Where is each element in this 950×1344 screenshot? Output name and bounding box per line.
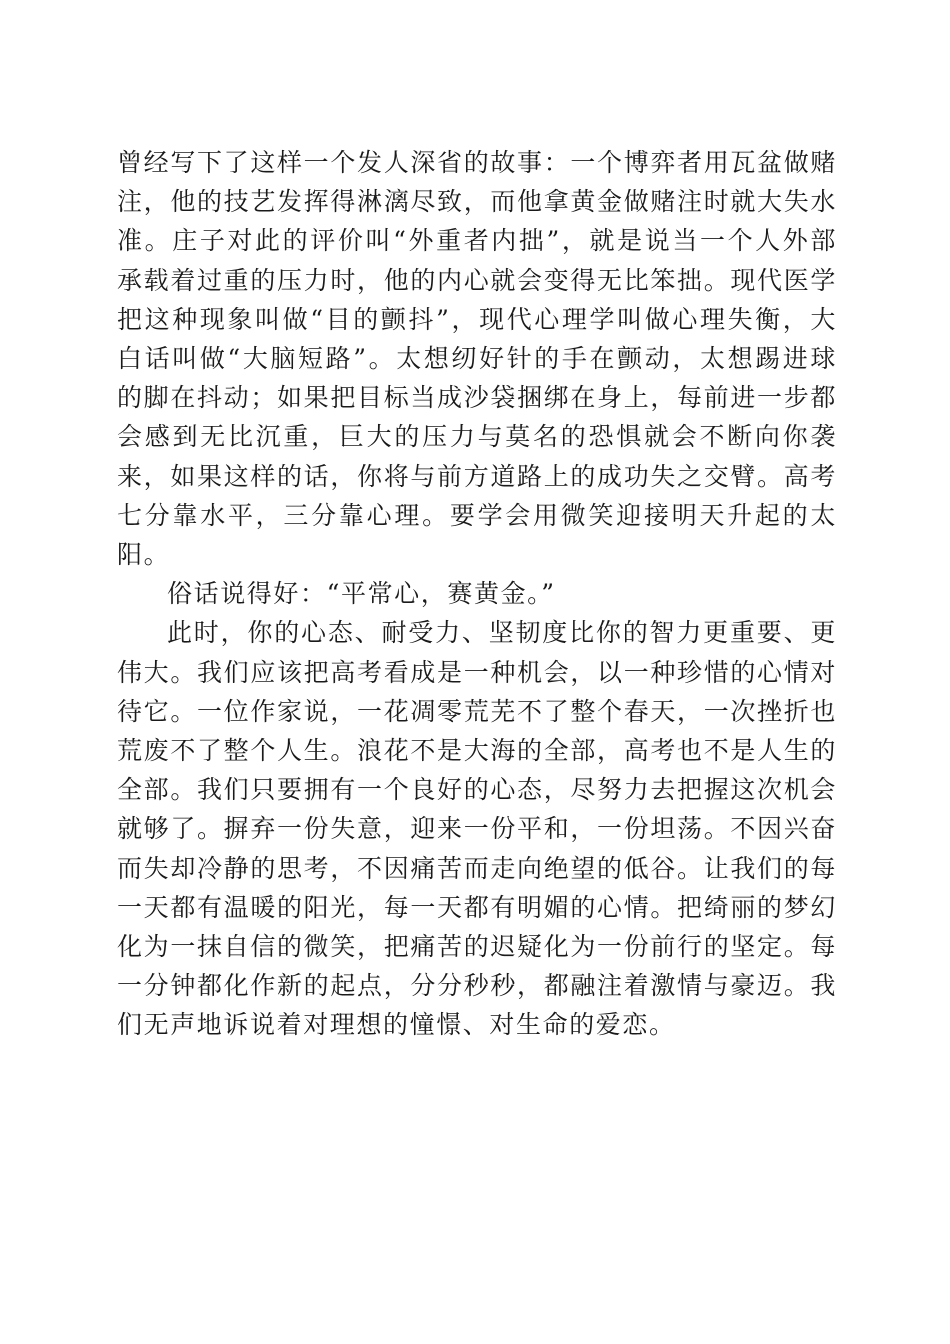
paragraph-mindset: 此时，你的心态、耐受力、坚韧度比你的智力更重要、更伟大。我们应该把高考看成是一种机会，以一种珍惜的心情对待它。一位作家说，一花凋零荒芜不了整个春天，一次挫折也荒废不了整个人生。浪花不是大海的全部，高考也不是人生的全部。我们只要拥有一个良好的心态，尽努力去把握这次机会就够了。摒弃一份失意，迎来一份平和，一份坦荡。不因兴奋而失却冷静的思考，不因痛苦而走向绝望的低谷。让我们的每一天都有温暖的阳光，每一天都有明媚的心情。把绮丽的梦幻化为一抹自信的微笑，把痛苦的迟疑化为一份前行的坚定。每一分钟都化作新的起点，分分秒秒，都融注着激情与豪迈。我们无声地诉说着对理想的憧憬、对生命的爱恋。 xyxy=(117,618,837,1040)
paragraph-proverb: 俗话说得好：“平常心，赛黄金。” xyxy=(167,579,556,609)
document-page xyxy=(117,143,837,1045)
paragraph-story: 曾经写下了这样一个发人深省的故事：一个博弈者用瓦盆做赌注，他的技艺发挥得淋漓尽致，而他拿黄金做赌注时就大失水准。庄子对此的评价叫“外重者内拙”，就是说当一个人外部承载着过重的压力时，他的内心就会变得无比笨拙。现代医学把这种现象叫做“目的颤抖”，现代心理学叫做心理失衡，大白话叫做“大脑短路”。太想纫好针的手在颤动，太想踢进球的脚在抖动；如果把目标当成沙袋捆绑在身上，每前进一步都会感到无比沉重，巨大的压力与莫名的恐惧就会不断向你袭来，如果这样的话，你将与前方道路上的成功失之交臂。高考七分靠水平，三分靠心理。要学会用微笑迎接明天升起的太阳。 xyxy=(117,148,837,570)
